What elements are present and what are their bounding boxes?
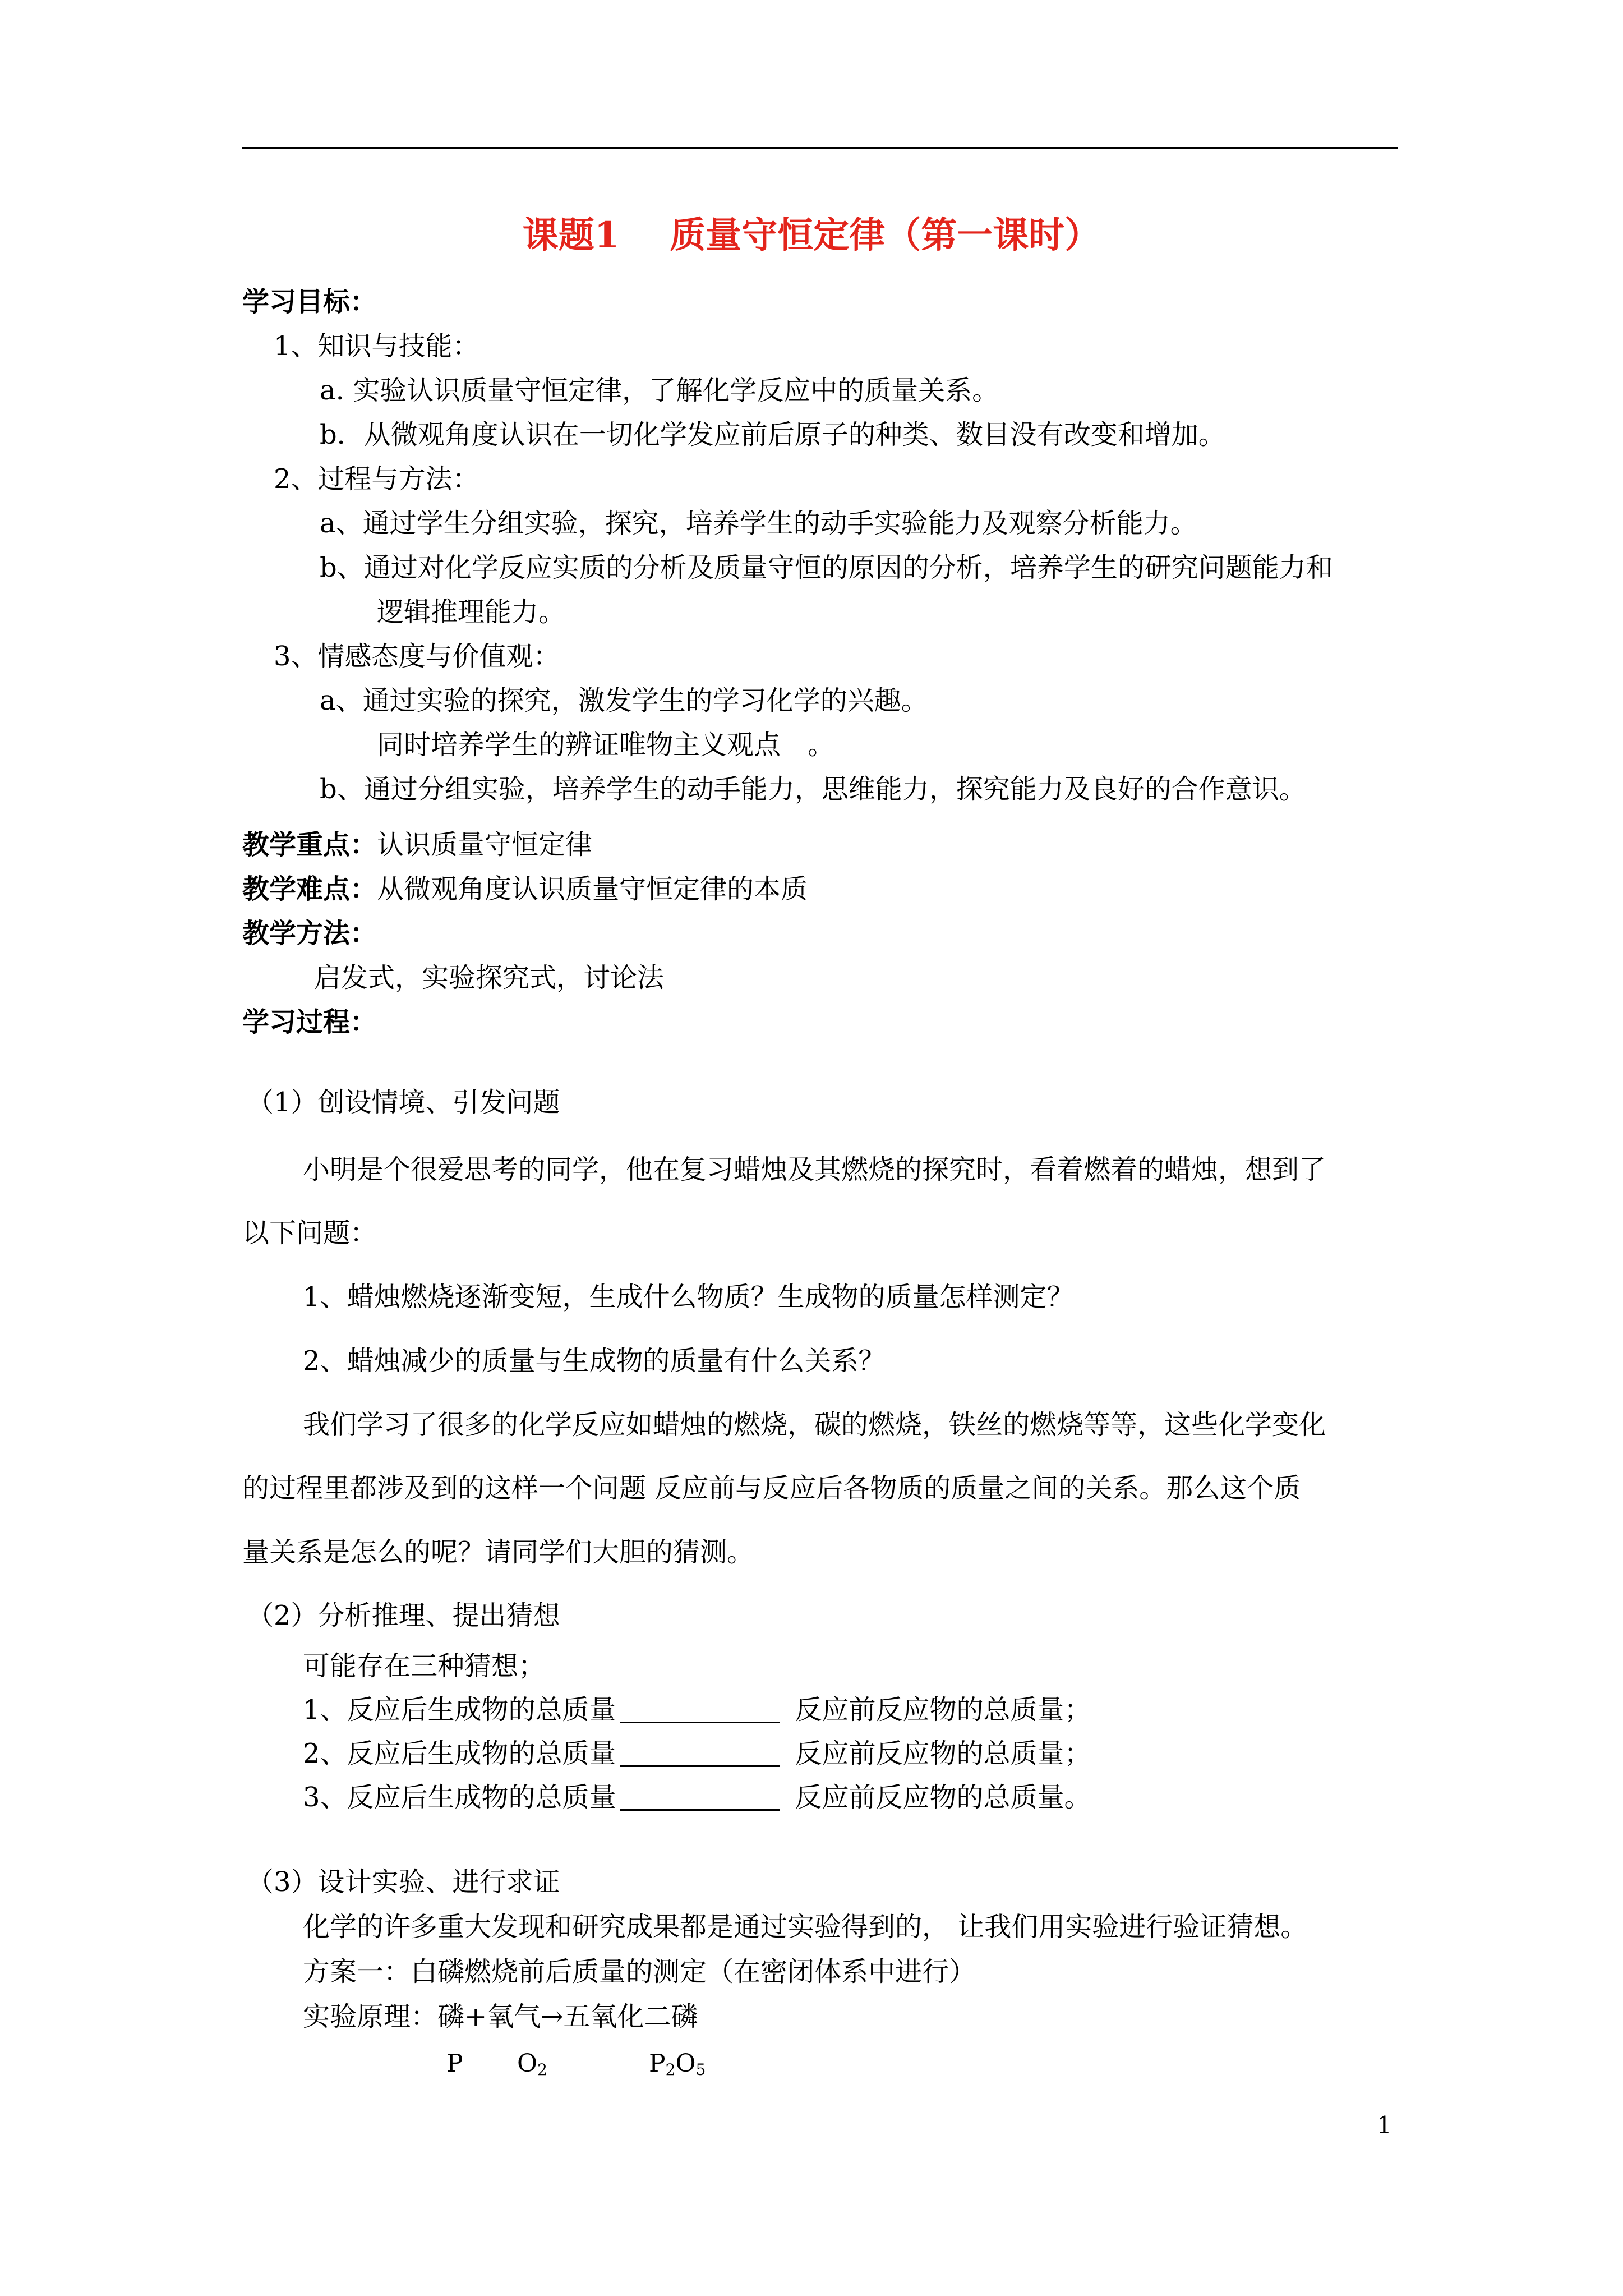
objective-1b: b．从微观角度认识在一切化学发应前后原子的种类、数目没有改变和增加。 xyxy=(320,419,1225,450)
part2-heading: （2）分析推理、提出猜想 xyxy=(247,1600,560,1631)
teaching-difficulty-text: 从微观角度认识质量守恒定律的本质 xyxy=(377,873,808,905)
objective-2b-line2: 逻辑推理能力。 xyxy=(377,596,566,628)
teaching-method-text: 启发式，实验探究式，讨论法 xyxy=(314,962,665,993)
objective-3a-line2: 同时培养学生的辨证唯物主义观点 。 xyxy=(377,729,835,761)
guess-2-blank[interactable] xyxy=(620,1741,780,1767)
objective-1: 1、知识与技能： xyxy=(274,330,479,362)
part2-intro: 可能存在三种猜想； xyxy=(303,1650,546,1682)
page-title xyxy=(0,213,1623,258)
objective-2: 2、过程与方法： xyxy=(274,463,479,495)
title-topic: 质量守恒定律（第一课时） xyxy=(670,214,1101,256)
objective-3: 3、情感态度与价值观： xyxy=(274,641,560,672)
part1-para1-line2: 以下问题： xyxy=(242,1217,377,1249)
teaching-difficulty xyxy=(242,872,808,906)
part1-para1-line1: 小明是个很爱思考的同学，他在复习蜡烛及其燃烧的探究时，看着燃着的蜡烛，想到了 xyxy=(303,1154,1326,1185)
guess-3-pre: 3、反应后生成物的总质量 xyxy=(303,1782,616,1813)
guess-2-post: 反应前反应物的总质量； xyxy=(795,1738,1091,1769)
part1-para2-line3: 量关系是怎么的呢？请同学们大胆的猜测。 xyxy=(242,1536,754,1568)
guess-2-pre: 2、反应后生成物的总质量 xyxy=(303,1738,616,1769)
guess-1-blank[interactable] xyxy=(620,1697,780,1723)
teaching-key-label: 教学重点： xyxy=(242,829,377,861)
guess-1 xyxy=(303,1693,1091,1727)
teaching-key xyxy=(242,828,592,862)
guess-1-pre: 1、反应后生成物的总质量 xyxy=(303,1694,616,1726)
page-number: 1 xyxy=(1377,2111,1392,2139)
guess-3-post: 反应前反应物的总质量。 xyxy=(795,1782,1091,1813)
teaching-method-label: 教学方法： xyxy=(242,918,377,949)
objective-2a: a、通过学生分组实验，探究，培养学生的动手实验能力及观察分析能力。 xyxy=(320,508,1197,539)
part3-heading: （3）设计实验、进行求证 xyxy=(247,1866,560,1898)
objective-2b-line1: b、通过对化学反应实质的分析及质量守恒的原因的分析，培养学生的研究问题能力和 xyxy=(320,552,1333,583)
guess-3-blank[interactable] xyxy=(620,1784,780,1811)
formula-phosphorus-pentoxide: $P_2O_5$ xyxy=(649,2049,706,2079)
title-lesson: 课题1 xyxy=(522,214,620,256)
part1-question1: 1、蜡烛燃烧逐渐变短，生成什么物质？生成物的质量怎样测定？ xyxy=(303,1281,1074,1313)
reaction-arrow-icon: → xyxy=(541,2001,564,2032)
part3-para1: 化学的许多重大发现和研究成果都是通过实验得到的， 让我们用实验进行验证猜想。 xyxy=(303,1911,1308,1943)
formula-phosphorus: P xyxy=(446,2049,463,2078)
part1-heading: （1）创设情境、引发问题 xyxy=(247,1087,560,1118)
objective-3b: b、通过分组实验，培养学生的动手能力，思维能力，探究能力及良好的合作意识。 xyxy=(320,774,1306,805)
header-rule xyxy=(242,147,1398,149)
guess-2 xyxy=(303,1737,1091,1770)
learning-process-label: 学习过程： xyxy=(242,1006,377,1038)
experiment-principle xyxy=(303,2000,698,2033)
objective-1a: a. 实验认识质量守恒定律，了解化学反应中的质量关系。 xyxy=(320,375,999,406)
principle-reactants: 磷+氧气 xyxy=(437,2001,541,2032)
part1-question2: 2、蜡烛减少的质量与生成物的质量有什么关系？ xyxy=(303,1345,886,1377)
teaching-key-text: 认识质量守恒定律 xyxy=(377,829,593,861)
teaching-difficulty-label: 教学难点： xyxy=(242,873,377,905)
objective-3a-line1: a、通过实验的探究，激发学生的学习化学的兴趣。 xyxy=(320,685,928,716)
part1-para2-line1: 我们学习了很多的化学反应如蜡烛的燃烧，碳的燃烧，铁丝的燃烧等等，这些化学变化 xyxy=(303,1409,1326,1441)
formula-oxygen: $O_2$ xyxy=(517,2049,547,2079)
part1-para2-line2: 的过程里都涉及到的这样一个问题 反应前与反应后各物质的质量之间的关系。那么这个质 xyxy=(242,1473,1301,1504)
guess-1-post: 反应前反应物的总质量； xyxy=(795,1694,1091,1726)
part3-plan: 方案一：白磷燃烧前后质量的测定（在密闭体系中进行） xyxy=(303,1956,976,1987)
principle-product: 五氧化二磷 xyxy=(563,2001,698,2032)
objectives-heading: 学习目标： xyxy=(242,286,377,318)
principle-label: 实验原理： xyxy=(303,2001,438,2032)
guess-3 xyxy=(303,1780,1091,1814)
